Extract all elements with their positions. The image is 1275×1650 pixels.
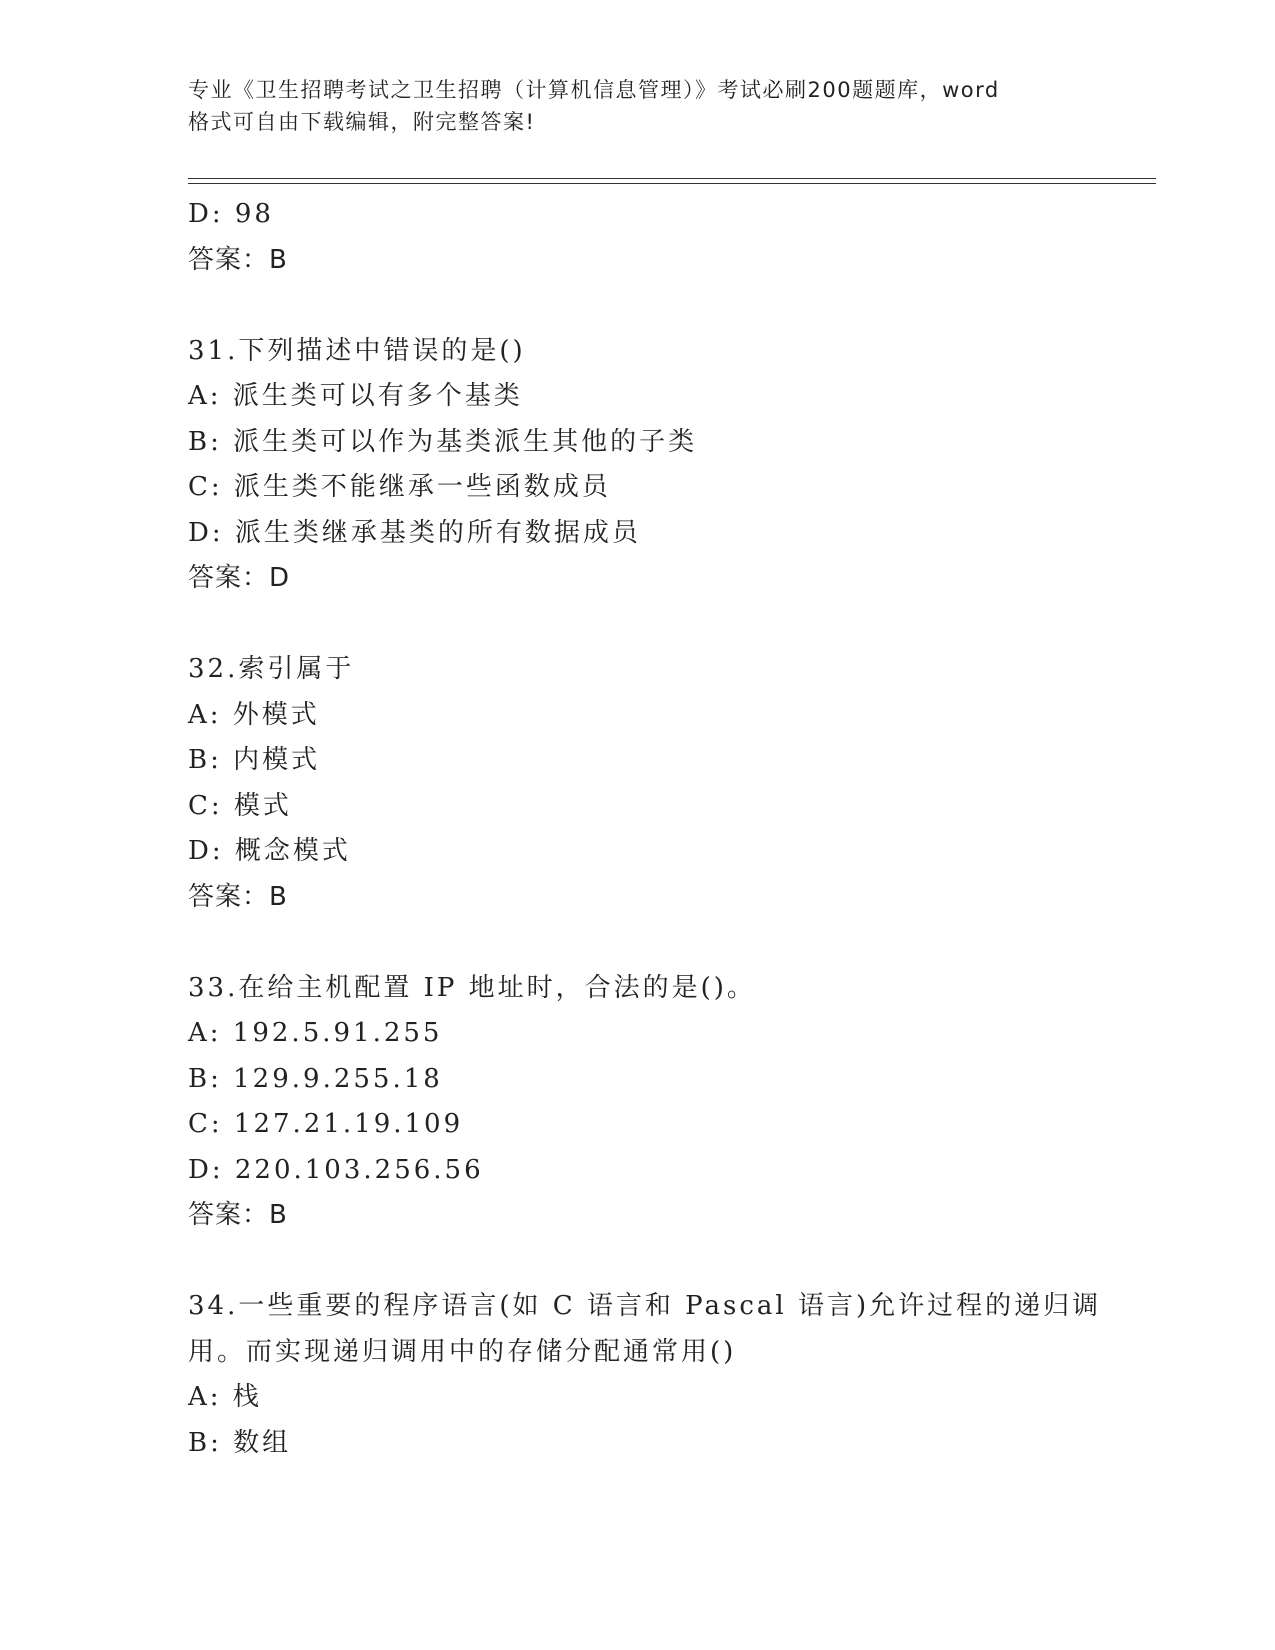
option-b: B: 派生类可以作为基类派生其他的子类 (188, 426, 698, 457)
answer-line: 答案：B (188, 244, 288, 275)
option-b: B: 129.9.255.18 (188, 1063, 443, 1094)
option-d: D: 220.103.256.56 (188, 1154, 484, 1185)
option-c: C: 派生类不能继承一些函数成员 (188, 472, 611, 502)
question-stem: 31.下列描述中错误的是() (188, 335, 526, 366)
question-list (188, 192, 1148, 1466)
option-c: C: 127.21.19.109 (188, 1109, 464, 1139)
header-title-line-1: 专业《卫生招聘考试之卫生招聘（计算机信息管理）》考试必刷200题题库，word (188, 78, 1000, 102)
option-a: A: 外模式 (188, 699, 320, 730)
question-block-32 (188, 647, 1148, 920)
question-stem-continued: 用。而实现递归调用中的存储分配通常用() (188, 1336, 737, 1367)
spacer (188, 1239, 1148, 1285)
document-header (188, 74, 1088, 138)
header-title-line-2: 格式可自由下载编辑，附完整答案! (188, 110, 536, 134)
question-block-33 (188, 966, 1148, 1239)
option-a: A: 栈 (188, 1382, 262, 1412)
header-double-rule (188, 178, 1156, 184)
spacer (188, 283, 1148, 329)
spacer (188, 920, 1148, 966)
option-a: A: 派生类可以有多个基类 (188, 381, 523, 411)
option-d: D: 98 (188, 199, 274, 229)
question-block-34 (188, 1284, 1148, 1466)
question-block-31 (188, 329, 1148, 602)
option-b: B: 数组 (188, 1427, 292, 1458)
spacer (188, 602, 1148, 648)
option-a: A: 192.5.91.255 (188, 1018, 443, 1048)
option-c: C: 模式 (188, 790, 292, 821)
question-stem: 34.一些重要的程序语言(如 C 语言和 Pascal 语言)允许过程的递归调 (188, 1291, 1102, 1321)
option-d: D: 概念模式 (188, 836, 351, 866)
answer-line: 答案：D (188, 563, 291, 593)
question-block-30 (188, 192, 1148, 283)
question-stem: 33.在给主机配置 IP 地址时，合法的是()。 (188, 972, 756, 1003)
option-b: B: 内模式 (188, 745, 321, 775)
answer-line: 答案：B (188, 881, 288, 912)
answer-line: 答案：B (188, 1200, 288, 1230)
question-stem: 32.索引属于 (188, 654, 355, 684)
option-d: D: 派生类继承基类的所有数据成员 (188, 517, 641, 548)
